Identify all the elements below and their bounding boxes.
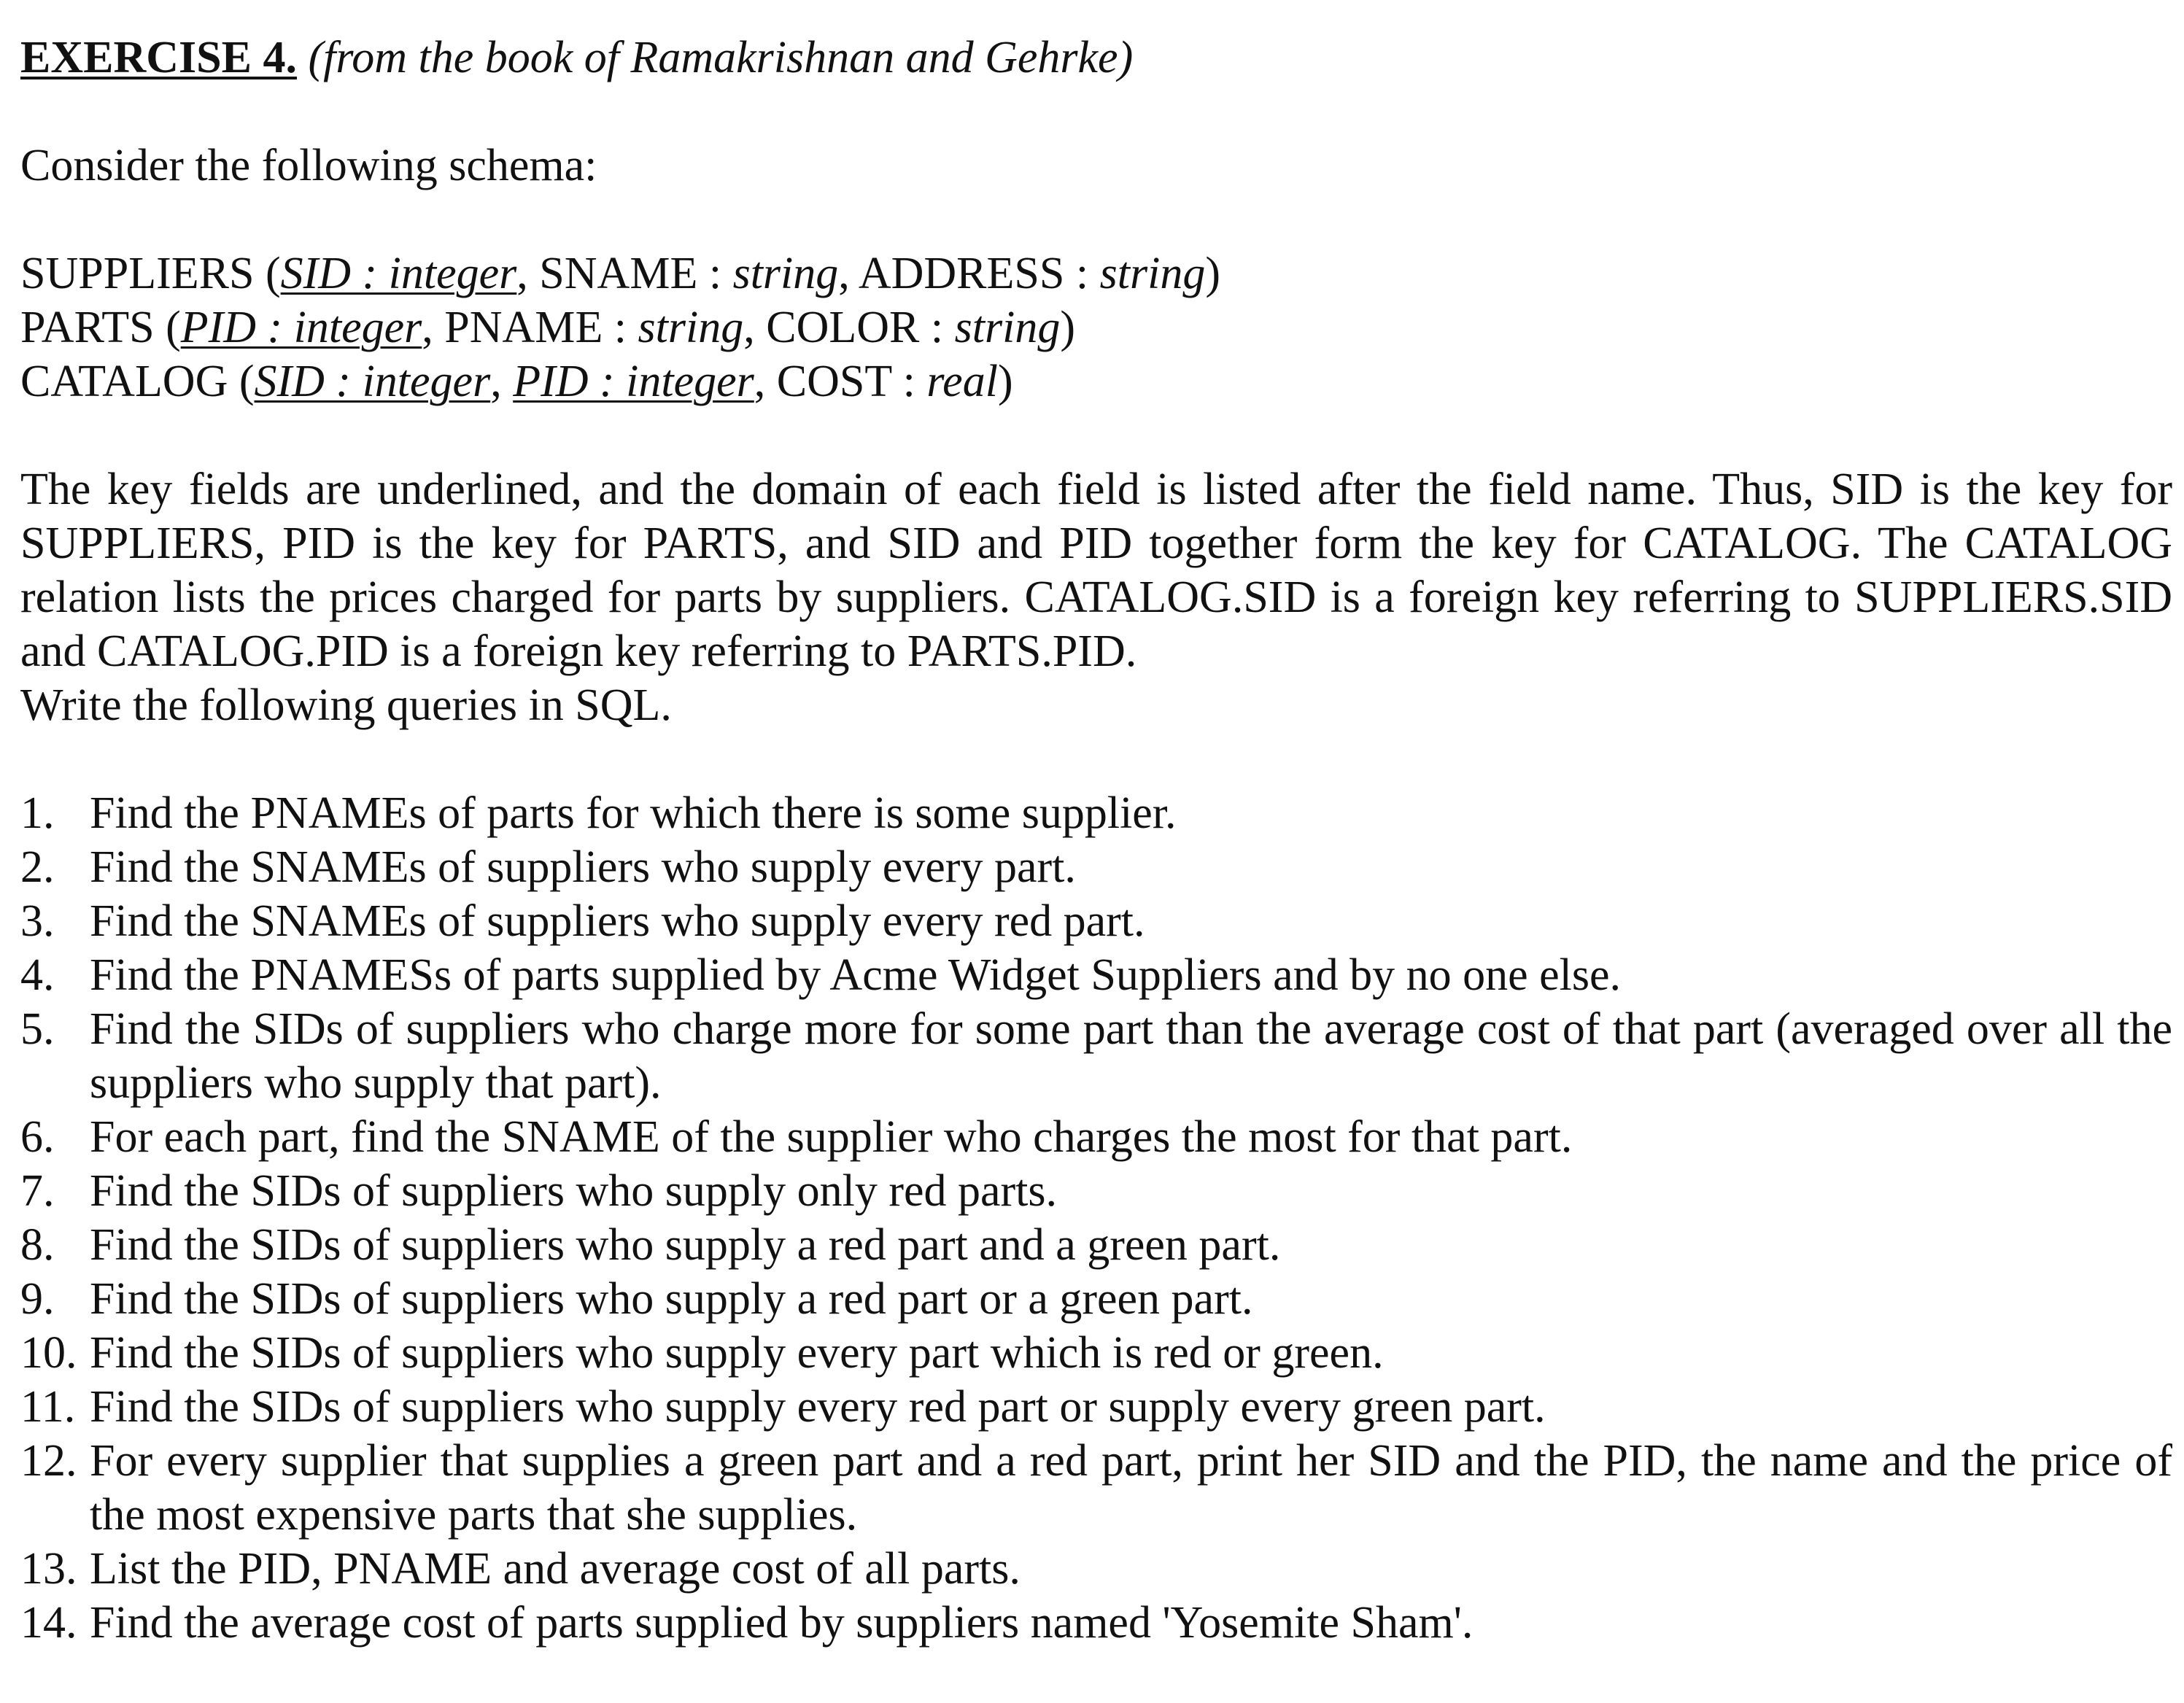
query-item xyxy=(20,948,2172,1002)
field-name: PNAME : xyxy=(433,303,638,352)
field-type: string xyxy=(1099,249,1206,298)
query-text: Find the SIDs of suppliers who supply every red part or supply every green part. xyxy=(90,1382,1546,1432)
paren-close: ) xyxy=(1205,249,1220,298)
field-name: , ADDRESS : xyxy=(838,249,1100,298)
query-item xyxy=(20,1380,2172,1434)
paren-open: ( xyxy=(254,249,281,298)
query-item xyxy=(20,1434,2172,1542)
query-number: 2. xyxy=(20,842,55,892)
query-number: 13. xyxy=(20,1544,77,1594)
query-item xyxy=(20,1002,2172,1110)
query-item xyxy=(20,1596,2172,1650)
query-item xyxy=(20,786,2172,840)
query-number: 8. xyxy=(20,1220,55,1270)
query-number: 4. xyxy=(20,950,55,1000)
exercise-source: (from the book of Ramakrishnan and Gehrke) xyxy=(308,33,1134,82)
query-text: Find the SNAMEs of suppliers who supply every part. xyxy=(90,842,1076,892)
query-item xyxy=(20,1164,2172,1218)
query-text: Find the SIDs of suppliers who supply a red part or a green part. xyxy=(90,1274,1253,1324)
query-text: Find the SIDs of suppliers who supply a red part and a green part. xyxy=(90,1220,1281,1270)
query-text: Find the PNAMESs of parts supplied by Acme Widget Suppliers and by no one else. xyxy=(90,950,1622,1000)
query-text: For every supplier that supplies a green part and a red part, print her SID and the PID, the name and the price of the most expensive parts that she supplies. xyxy=(90,1436,2172,1540)
schema-suppliers xyxy=(20,247,2172,300)
intro-text: Consider the following schema: xyxy=(20,141,597,190)
query-number: 9. xyxy=(20,1274,55,1324)
field-name: COST : xyxy=(765,357,927,406)
exercise-heading xyxy=(20,31,2172,85)
field-type: string xyxy=(954,303,1061,352)
query-item xyxy=(20,1542,2172,1596)
query-item xyxy=(20,894,2172,948)
relation-name: CATALOG xyxy=(20,357,228,406)
separator: , xyxy=(422,303,433,352)
query-number: 6. xyxy=(20,1112,55,1162)
field-name: , COLOR : xyxy=(743,303,955,352)
paren-open: ( xyxy=(228,357,255,406)
query-text: Find the SIDs of suppliers who supply every part which is red or green. xyxy=(90,1328,1384,1378)
query-list xyxy=(20,786,2172,1650)
query-number: 7. xyxy=(20,1166,55,1216)
instruction-text: Write the following queries in SQL. xyxy=(20,680,672,730)
schema-parts xyxy=(20,300,2172,354)
query-number: 10. xyxy=(20,1328,77,1378)
query-item xyxy=(20,840,2172,894)
query-number: 14. xyxy=(20,1598,77,1648)
paren-close: ) xyxy=(997,357,1013,406)
field-type: string xyxy=(638,303,744,352)
query-text: Find the SIDs of suppliers who supply only red parts. xyxy=(90,1166,1058,1216)
key-field: PID : integer xyxy=(180,303,422,352)
query-text: Find the average cost of parts supplied by suppliers named 'Yosemite Sham'. xyxy=(90,1598,1474,1648)
field-type: real xyxy=(926,357,998,406)
query-text: Find the SIDs of suppliers who charge more for some part than the average cost of that part (averaged over all the suppliers who supply that part). xyxy=(90,1004,2172,1108)
schema-block xyxy=(20,247,2172,408)
separator: , xyxy=(754,357,766,406)
separator: , xyxy=(490,357,514,406)
query-item xyxy=(20,1272,2172,1326)
query-item xyxy=(20,1326,2172,1380)
key-field: SID : integer xyxy=(280,249,517,298)
key-field: SID : integer xyxy=(254,357,491,406)
query-number: 5. xyxy=(20,1004,55,1054)
query-text: For each part, find the SNAME of the supplier who charges the most for that part. xyxy=(90,1112,1573,1162)
query-number: 3. xyxy=(20,896,55,946)
query-text: Find the PNAMEs of parts for which there is some supplier. xyxy=(90,788,1177,838)
query-text: List the PID, PNAME and average cost of all parts. xyxy=(90,1544,1021,1594)
separator: , xyxy=(516,249,528,298)
exercise-title: EXERCISE 4. xyxy=(20,33,297,82)
paren-close: ) xyxy=(1060,303,1075,352)
key-field: PID : integer xyxy=(513,357,754,406)
query-item xyxy=(20,1110,2172,1164)
field-name: SNAME : xyxy=(527,249,733,298)
relation-name: PARTS xyxy=(20,303,155,352)
description-paragraph: The key fields are underlined, and the domain of each field is listed after the field name. Thus, SID is the key for SUPPLIERS, PID is the key for PARTS, and SID and PID together form the key for CATALOG. The CATALOG relation lists the prices charged for parts by suppliers. CATALOG.SID is a foreign key referring to SUPPLIERS.SID and CATALOG.PID is a foreign key referring to PARTS.PID. xyxy=(20,465,2172,676)
relation-name: SUPPLIERS xyxy=(20,249,255,298)
query-number: 11. xyxy=(20,1382,76,1432)
paren-open: ( xyxy=(154,303,181,352)
query-item xyxy=(20,1218,2172,1272)
query-number: 1. xyxy=(20,788,55,838)
schema-catalog xyxy=(20,354,2172,408)
query-text: Find the SNAMEs of suppliers who supply every red part. xyxy=(90,896,1145,946)
field-type: string xyxy=(732,249,839,298)
document-page xyxy=(20,31,2172,1650)
query-number: 12. xyxy=(20,1436,77,1486)
